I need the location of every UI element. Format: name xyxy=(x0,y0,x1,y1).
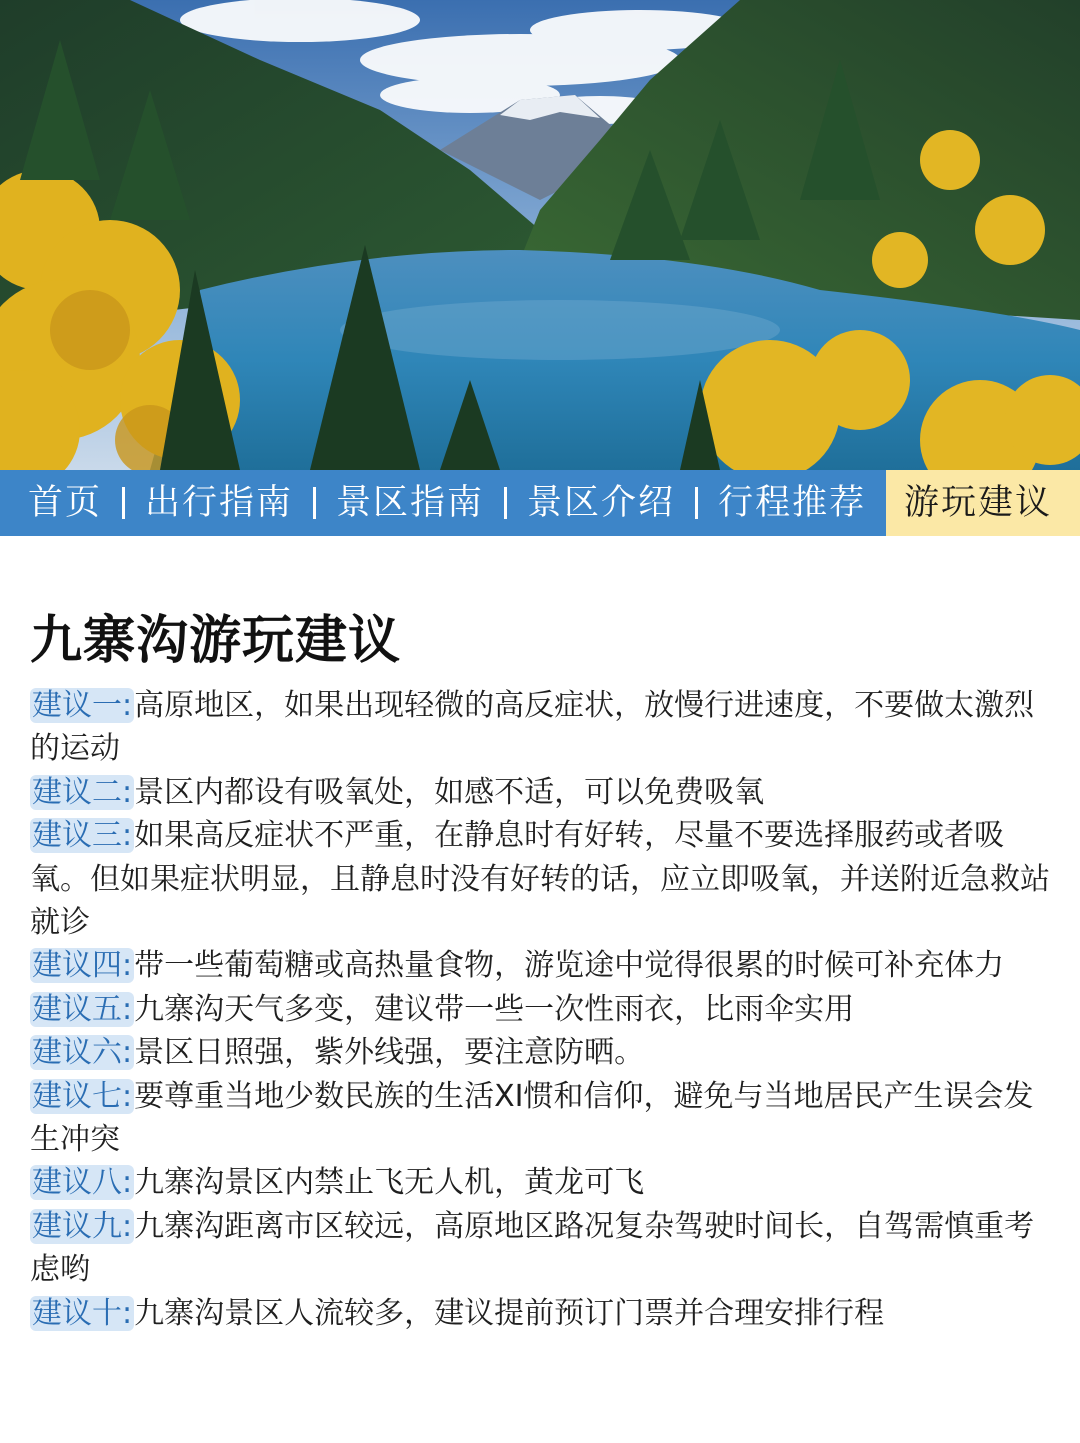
nav-item-scenic-guide[interactable]: 景区指南 xyxy=(336,483,485,523)
tip-item xyxy=(30,988,1060,1031)
tip-text: 九寨沟天气多变，建议带一些一次性雨衣，比雨伞实用 xyxy=(134,991,855,1027)
tip-label: 建议八: xyxy=(32,1165,133,1201)
tip-text: 带一些葡萄糖或高热量食物，游览途中觉得很累的时候可补充体力 xyxy=(134,948,1005,984)
tip-text: 景区内都设有吸氧处，如感不适，可以免费吸氧 xyxy=(134,774,765,810)
nav-item-travel-guide[interactable]: 出行指南 xyxy=(145,483,294,523)
tip-item xyxy=(30,684,1060,771)
nav-separator xyxy=(504,487,507,519)
nav-item-itinerary[interactable]: 行程推荐 xyxy=(718,483,867,523)
tip-label: 建议三: xyxy=(32,818,133,854)
tip-label: 建议九: xyxy=(32,1208,133,1244)
tip-text: 要尊重当地少数民族的生活XI惯和信仰，避免与当地居民产生误会发生冲突 xyxy=(30,1078,1034,1158)
tip-item xyxy=(30,1075,1060,1162)
tip-text: 如果高反症状不严重，在静息时有好转，尽量不要选择服药或者吸氧。但如果症状明显，且静息时没有好转的话，应立即吸氧，并送附近急救站就诊 xyxy=(30,818,1050,941)
tip-label: 建议五: xyxy=(32,991,133,1027)
tip-text: 景区日照强，紫外线强，要注意防晒。 xyxy=(134,1035,645,1071)
nav-separator xyxy=(313,487,316,519)
tip-item xyxy=(30,944,1060,987)
tip-item xyxy=(30,1031,1060,1074)
hero-landscape-image xyxy=(0,0,1080,470)
tip-label: 建议六: xyxy=(32,1035,133,1071)
tip-label: 建议十: xyxy=(32,1295,133,1331)
nav-item-play-tips-active[interactable]: 游玩建议 xyxy=(886,470,1080,536)
tip-label: 建议二: xyxy=(32,774,133,810)
tip-item xyxy=(30,814,1060,944)
tip-item xyxy=(30,771,1060,814)
tip-label: 建议七: xyxy=(32,1078,133,1114)
tip-item xyxy=(30,1205,1060,1292)
nav-item-scenic-intro[interactable]: 景区介绍 xyxy=(527,483,676,523)
tip-label: 建议一: xyxy=(32,688,133,723)
tip-item xyxy=(30,1292,1060,1335)
tip-item xyxy=(30,1161,1060,1204)
tip-text: 高原地区，如果出现轻微的高反症状，放慢行进速度，不要做太激烈的运动 xyxy=(30,688,1035,767)
nav-item-home[interactable]: 首页 xyxy=(28,483,103,523)
tip-label: 建议四: xyxy=(32,948,133,984)
nav-separator xyxy=(122,487,125,519)
article-title: 九寨沟游玩建议 xyxy=(30,610,402,671)
category-nav-bar xyxy=(0,470,1080,536)
tips-list xyxy=(30,684,1060,1335)
nav-separator xyxy=(695,487,698,519)
tip-text: 九寨沟景区人流较多，建议提前预订门票并合理安排行程 xyxy=(134,1295,885,1331)
tip-text: 九寨沟距离市区较远，高原地区路况复杂驾驶时间长，自驾需慎重考虑哟 xyxy=(30,1208,1035,1288)
tip-text: 九寨沟景区内禁止飞无人机，黄龙可飞 xyxy=(134,1165,645,1201)
